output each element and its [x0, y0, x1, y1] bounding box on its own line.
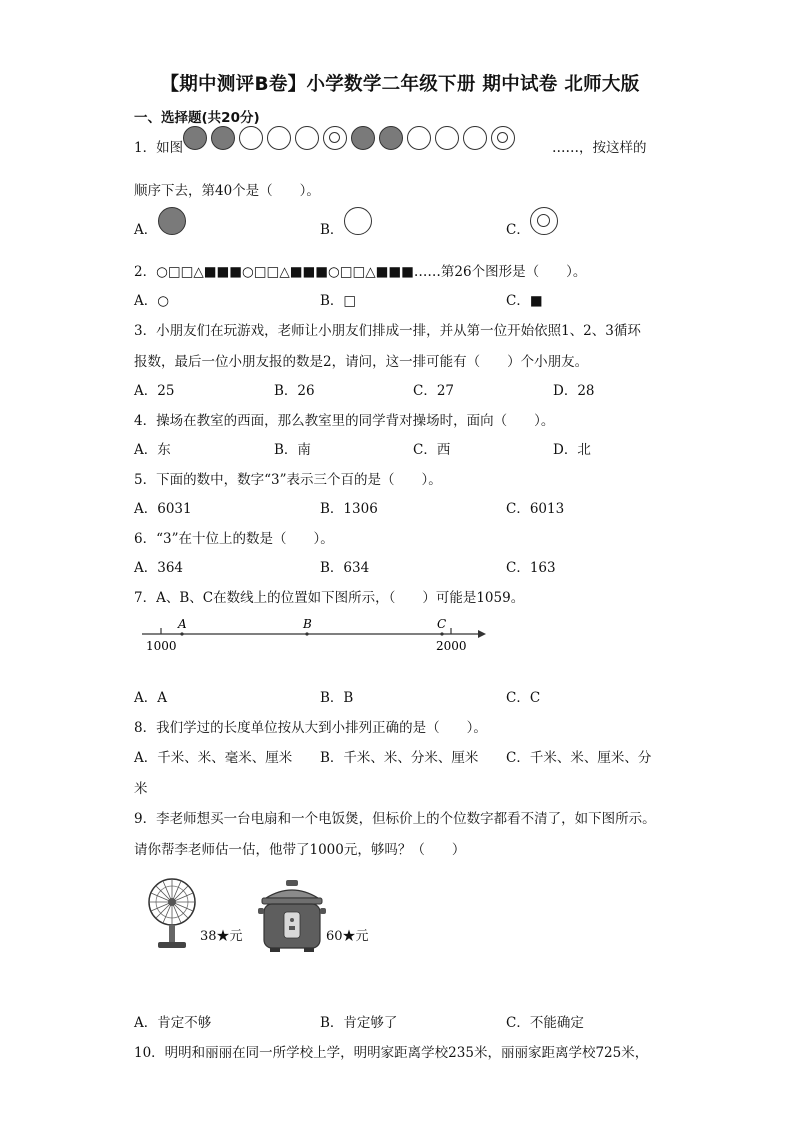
- q5-option-c: C．6013: [506, 501, 565, 517]
- q4-option-c: C．西: [413, 442, 451, 458]
- q7-text: 7．A、B、C在数线上的位置如下图所示，（ ）可能是1059。: [134, 590, 525, 606]
- q3-option-d: D．28: [553, 383, 595, 399]
- q6-option-c: C．163: [506, 560, 556, 576]
- tick-label-end: 2000: [436, 639, 467, 653]
- electric-fan-icon: [146, 872, 198, 952]
- q8-option-c: C．千米、米、厘米、分: [506, 750, 652, 766]
- q9-option-b: B．肯定够了: [320, 1015, 398, 1031]
- filled-circle-icon: [351, 126, 375, 150]
- q3-option-c: C．27: [413, 383, 455, 399]
- q4-option-d: D．北: [553, 442, 591, 458]
- filled-circle-icon: [211, 126, 235, 150]
- point-b-dot: [305, 632, 308, 635]
- q4-option-b: B．南: [274, 442, 311, 458]
- empty-circle-icon: [295, 126, 319, 150]
- q8-option-c-wrap: 米: [134, 781, 148, 797]
- q3-option-b: B．26: [274, 383, 315, 399]
- q9-option-c: C．不能确定: [506, 1015, 584, 1031]
- q8-option-a: A．千米、米、毫米、厘米: [134, 750, 293, 766]
- q7-option-b: B．B: [320, 690, 354, 706]
- ring-circle-icon: [323, 126, 347, 150]
- q2-text: 2．○□□△■■■○□□△■■■○□□△■■■……第26个图形是（ ）。: [134, 264, 587, 280]
- q6-option-b: B．634: [320, 560, 370, 576]
- q2-option-b: B．□: [320, 293, 357, 309]
- q3-line1: 3．小朋友们在玩游戏，老师让小朋友们排成一排，并从第一位开始依照1、2、3循环: [134, 323, 641, 339]
- empty-circle-icon: [407, 126, 431, 150]
- q1-option-b-label: B．: [320, 222, 344, 238]
- point-a-label: A: [178, 617, 187, 631]
- empty-circle-icon: [239, 126, 263, 150]
- filled-circle-icon: [158, 207, 186, 235]
- q7-option-c: C．C: [506, 690, 541, 706]
- q1-option-a-label: A．: [134, 222, 158, 238]
- section-heading: 一、选择题(共20分): [134, 110, 260, 126]
- q1-shape-sequence: [183, 124, 519, 152]
- page-title: 【期中测评B卷】小学数学二年级下册 期中试卷 北师大版: [160, 74, 640, 95]
- cooker-price-label: 60★元: [326, 929, 369, 944]
- q10-text: 10．明明和丽丽在同一所学校上学，明明家距离学校235米，丽丽家距离学校725米，: [134, 1045, 649, 1061]
- q9-option-a: A．肯定不够: [134, 1015, 212, 1031]
- filled-circle-icon: [379, 126, 403, 150]
- q1-option-c-label: C．: [506, 222, 530, 238]
- tick-label-start: 1000: [146, 639, 177, 653]
- q1-line2: 顺序下去，第40个是（ ）。: [134, 183, 320, 199]
- empty-circle-icon: [463, 126, 487, 150]
- fan-price-label: 38★元: [200, 929, 243, 944]
- q2-option-c: C．■: [506, 293, 543, 309]
- empty-circle-icon: [344, 207, 372, 235]
- point-c-dot: [440, 632, 443, 635]
- ring-circle-icon: [530, 207, 558, 235]
- q6-text: 6．“3”在十位上的数是（ ）。: [134, 531, 334, 547]
- q1-suffix: ……，按这样的: [552, 140, 647, 156]
- q3-option-a: A．25: [134, 383, 175, 399]
- q7-option-a: A．A: [134, 690, 167, 706]
- q2-option-a: A．○: [134, 293, 170, 309]
- number-line-arrow-icon: [478, 630, 486, 638]
- q4-option-a: A．东: [134, 442, 171, 458]
- point-b-label: B: [303, 617, 312, 631]
- q3-line2: 报数，最后一位小朋友报的数是2，请问，这一排可能有（ ）个小朋友。: [134, 354, 589, 370]
- q5-option-b: B．1306: [320, 501, 378, 517]
- q1-prefix: 1．如图: [134, 140, 184, 156]
- q4-text: 4．操场在教室的西面，那么教室里的同学背对操场时，面向（ ）。: [134, 413, 555, 429]
- q8-option-b: B．千米、米、分米、厘米: [320, 750, 479, 766]
- q8-text: 8．我们学过的长度单位按从大到小排列正确的是（ ）。: [134, 720, 487, 736]
- empty-circle-icon: [435, 126, 459, 150]
- point-a-dot: [180, 632, 183, 635]
- empty-circle-icon: [267, 126, 291, 150]
- q5-option-a: A．6031: [134, 501, 192, 517]
- filled-circle-icon: [183, 126, 207, 150]
- q6-option-a: A．364: [134, 560, 184, 576]
- ring-circle-icon: [491, 126, 515, 150]
- rice-cooker-icon: [258, 878, 326, 954]
- point-c-label: C: [437, 617, 447, 631]
- q5-text: 5．下面的数中，数字“3”表示三个百的是（ ）。: [134, 472, 442, 488]
- number-line-figure: [140, 612, 490, 656]
- q9-line1: 9．李老师想买一台电扇和一个电饭煲，但标价上的个位数字都看不清了，如下图所示。: [134, 811, 656, 827]
- q9-line2: 请你帮李老师估一估，他带了1000元，够吗？（ ）: [134, 842, 466, 858]
